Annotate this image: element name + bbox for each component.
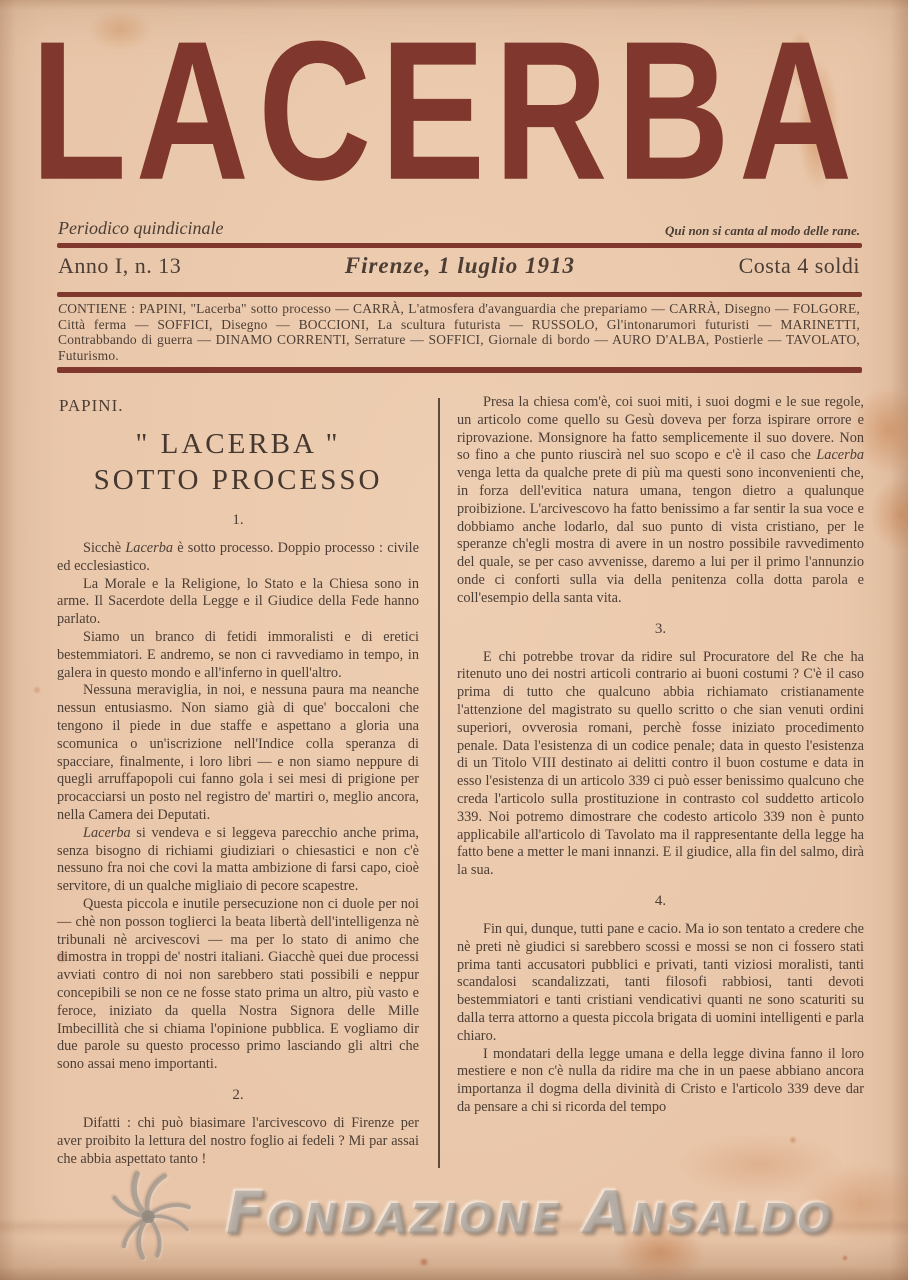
paragraph: Presa la chiesa com'è, coi suoi miti, i suoi dogmi e le sue regole, un articolo come quello su Gesù doveva per forza ispirare orrore e riprovazione. Monsignore ha fatto semplicemente il suo dovere. Non so fino a che punto riuscirà nel suo scopo e c'è il caso che Lacerba venga letta da qualche prete di più ma questi sono inconvenienti che, in forza dell'evitica natura umana, tengon dietro a qualunque proibizione. L'arcivescovo ha fatto benissimo a far sentir la sua voce e dobbiamo anche lodarlo, dal suo punto di vista cristiano, per le speranze ch'egli mostra di avere in un nostro possibile ravvedimento del quale, se per caso avvenisse, daremo a lui per il primo l'annunzio onde ci conforti sulla via della penitenza colla dotta parola e coll'esempio della santa vita. [457, 394, 864, 606]
right-column-text [457, 394, 864, 1117]
left-column-text [57, 512, 419, 1168]
section-number: 3. [654, 620, 667, 637]
issue-row [58, 253, 860, 279]
tagline-row [58, 218, 860, 239]
paragraph: La Morale e la Religione, lo Stato e la Chiesa sono in arme. Il Sacerdote della Legge e il Giudice della Fede hanno parlato. [57, 575, 419, 628]
paragraph: E chi potrebbe trovar da ridire sul Procuratore del Re che ha ritenuto uno dei nostri articoli contrario ai buoni costumi ? C'è il caso prima di tutto che qualcuno abbia richiamato cristianamente l'attenzione del magistrato su quello scritto o che sian venuti ordini superiori, ovverosia romani, perchè fosse iniziato procedimento penale. Data l'esistenza di un codice penale; data in questo l'esistenza di un Titolo VIII destinato ai delitti contro il buon costume e data in esso l'esistenza di un articolo 339 ci può esser benissimo qualcuno che creda l'articolo sulla prostituzione in contrasto col suddetto articolo 339. Noi potremo dimostrare che codesto articolo 339 non è punto applicabile all'articolo di Tavolato ma il rappresentante della legge ha fatto bene a metter le mani innanzi. E il giudice, alla fin del salmo, dirà la sua. [457, 648, 864, 879]
column-divider [438, 398, 440, 1168]
author-kicker: PAPINI. [59, 396, 124, 415]
issue-price: Costa 4 soldi [738, 253, 860, 278]
periodicity-label: Periodico quindicinale [58, 218, 224, 238]
section-number: 2. [232, 1086, 244, 1103]
paragraph: Questa piccola e inutile persecuzione non ci duole per noi — chè non posson toglierci la beata libertà dell'intelligenza nè tribunali nè arcivescovi — ma per lo stato di animo che dimostra in troppi de' nostri italiani. Giacchè quei due processi avviati contro di noi non sarebbero stati possibili e neppur concepibili se non ce ne fosse stato prima un altro, più vasto e feroce, iniziato da quella Nostra Signora delle Mille Imbecillità che si chiama l'opinione pubblica. E vogliamo dir due parole su questo processo primo lasciando gli altri che sono assai meno importanti. [57, 895, 419, 1073]
horizontal-rule-top [57, 243, 862, 248]
paragraph: Nessuna meraviglia, in noi, e nessuna paura ma neanche nessun entusiasmo. Non siamo già di que' boccaloni che tengono il piede in due staffe e aspettano a gloria una scomunica o un'iscrizione nell'Indice colla speranza di spacciare, finalmente, i loro libri — e non siamo neppure di quegli arruffapopoli cui fanno gola i sei mesi di prigione per procacciarsi un posto nel registro de' martiri o, meglio ancora, nella Camera dei Deputati. [57, 682, 419, 823]
horizontal-rule-bottom [57, 367, 862, 373]
section-number: 4. [654, 892, 667, 909]
issue-number: Anno I, n. 13 [58, 253, 182, 278]
article-title [57, 426, 419, 498]
watermark [96, 1158, 838, 1268]
article-title-line2: SOTTO PROCESSO [93, 464, 383, 496]
watermark-text: Fondazione Ansaldo [226, 1178, 835, 1248]
paragraph: Sicchè Lacerba è sotto processo. Doppio processo : civile ed ecclesiastico. [57, 540, 419, 574]
motto-label: Qui non si canta al modo delle rane. [664, 223, 860, 238]
horizontal-rule-middle [57, 292, 862, 297]
paragraph: Fin qui, dunque, tutti pane e cacio. Ma io son tentato a credere che nè preti nè giudici si sarebbero scossi e mossi se non ci fossero stati prima tanti accusatori pubblici e privati, tanti viziosi moralisti, tanti scandalosi scandalizzati, tanti filosofi rabbiosi, tanti devoti bestemmiatori e tanti cristiani vendicativi quanti ne sono scaturiti su dalla terra attorno a questa piccola brigata di uomini intelligenti e parla chiaro. [457, 920, 864, 1044]
section-number: 1. [232, 512, 244, 528]
paragraph: I mondatari della legge umana e della legge divina fanno il loro mestiere e non c'è nulla da ridire ma che in un paese abbiano ancora importanza il dogma della divinità di Cristo e l'articolo 339 deve dar da pensare a chi si ricorda del tempo [457, 1045, 864, 1115]
article-columns [57, 394, 864, 1168]
left-column [57, 394, 419, 1168]
article-title-line1: " LACERBA " [135, 428, 341, 460]
paragraph: Siamo un branco di fetidi immoralisti e di eretici bestemmiatori. E andremo, se non ci ravvediamo in tempo, in galera in questo mondo e all'inferno in quell'altro. [57, 628, 419, 681]
issue-dateline: Firenze, 1 luglio 1913 [344, 253, 576, 278]
right-column [457, 394, 864, 1168]
paragraph: Lacerba si vendeva e si leggeva parecchio anche prima, senza bisogno di richiami giudiziari o chiesastici e non c'è nessuno fra noi che covi la matta ambizione di farsi capo, cioè servitore, di un qualche migliaio di pecore scapestre. [57, 824, 419, 895]
ansaldo-starburst-logo [96, 1161, 208, 1265]
paragraph: Difatti : chi può biasimare l'arcivescovo di Firenze per aver proibito la lettura del nostro foglio ai fedeli ? Mi par assai che abbia aspettato tanto ! [57, 1114, 419, 1167]
contents-line: CONTIENE : PAPINI, "Lacerba" sotto processo — CARRÀ, L'atmosfera d'avanguardia che prepariamo — CARRÀ, Disegno — FOLGORE, Città ferma — SOFFICI, Disegno — BOCCIONI, La scultura futurista — RUSSOLO, Gl'intonarumori futuristi — MARINETTI, Contrabbando di guerra — DINAMO CORRENTI, Serrature — SOFFICI, Giornale di bordo — AURO D'ALBA, Postierle — TAVOLATO, Futurismo. [58, 301, 860, 363]
masthead-title: LACERBA [30, 1, 862, 222]
